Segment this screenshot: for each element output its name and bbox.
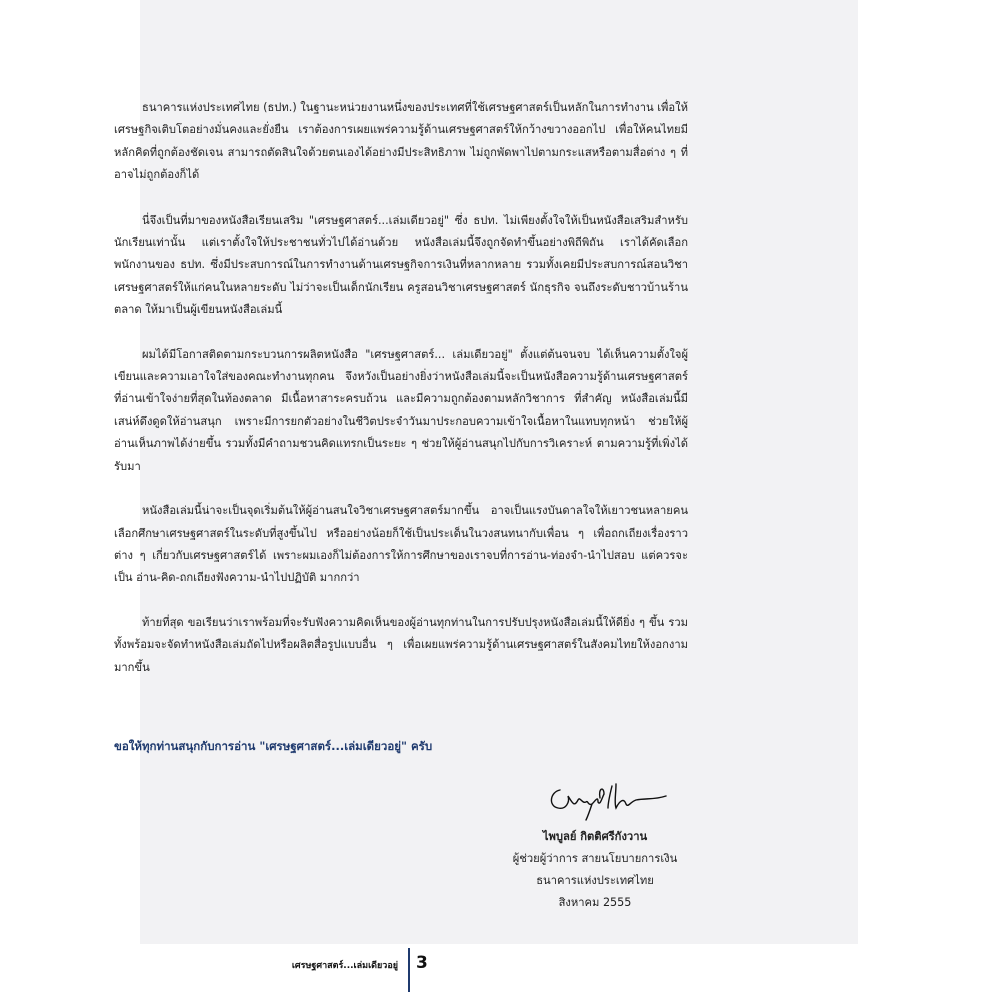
paragraph-3: ผมได้มีโอกาสติดตามกระบวนการผลิตหนังสือ "เศรษฐศาสตร์... เล่มเดียวอยู่" ตั้งแต่ต้นจนจบ ได้เห็นความตั้งใจผู้เขียนและความเอาใจใส่ของคณะทำงานทุกคน จึงหวังเป็นอย่างยิ่งว่าหนังสือเล่มนี้จะเป็นหนังสือความรู้ด้านเศรษฐศาสตร์ที่อ่านเข้าใจง่ายที่สุดในท้องตลาด มีเนื้อหาสาระครบถ้วน และมีความถูกต้องตามหลักวิชาการ ที่สำคัญ หนังสือเล่มนี้มีเสน่ห์ดึงดูดให้อ่านสนุก เพราะมีการยกตัวอย่างในชีวิตประจำวันมาประกอบความเข้าใจเนื้อหาในแทบทุกหน้า ช่วยให้ผู้อ่านเห็นภาพได้ง่ายขึ้น รวมทั้งมีคำถามชวนคิดแทรกเป็นระยะ ๆ ช่วยให้ผู้อ่านสนุกไปกับการวิเคราะห์ ตามความรู้ที่เพิ่งได้รับมา: [114, 347, 688, 473]
signature-block: [440, 826, 750, 914]
page-number: 3: [416, 953, 428, 973]
signatory-position: ผู้ช่วยผู้ว่าการ สายนโยบายการเงิน: [512, 852, 678, 865]
foreword-body: [114, 97, 688, 701]
closing-line: ขอให้ทุกท่านสนุกกับการอ่าน "เศรษฐศาสตร์...เล่มเดียวอยู่" ครับ: [114, 739, 433, 753]
paragraph-4: หนังสือเล่มนี้น่าจะเป็นจุดเริ่มต้นให้ผู้อ่านสนใจวิชาเศรษฐศาสตร์มากขึ้น อาจเป็นแรงบันดาลใจให้เยาวชนหลายคนเลือกศึกษาเศรษฐศาสตร์ในระดับที่สูงขึ้นไป หรืออย่างน้อยก็ใช้เป็นประเด็นในวงสนทนากับเพื่อน ๆ เพื่อถกเถียงเรื่องราวต่าง ๆ เกี่ยวกับเศรษฐศาสตร์ได้ เพราะผมเองก็ไม่ต้องการให้การศึกษาของเราจบที่การอ่าน-ท่องจำ-นำไปสอบ แต่ควรจะเป็น อ่าน-คิด-ถกเถียงฟังความ-นำไปปฏิบัติ มากกว่า: [114, 504, 688, 585]
paragraph-5: ท้ายที่สุด ขอเรียนว่าเราพร้อมที่จะรับฟังความคิดเห็นของผู้อ่านทุกท่านในการปรับปรุงหนังสือเล่มนี้ให้ดียิ่ง ๆ ขึ้น รวมทั้งพร้อมจะจัดทำหนังสือเล่มถัดไปหรือผลิตสื่อรูปแบบอื่น ๆ เพื่อเผยแพร่ความรู้ด้านเศรษฐศาสตร์ในสังคมไทยให้งอกงามมากขึ้น: [114, 615, 688, 674]
signatory-name: ไพบูลย์ กิตติศรีกังวาน: [542, 830, 648, 843]
footer-divider: [408, 948, 410, 992]
handwritten-signature: [546, 776, 676, 822]
paragraph-2: นี่จึงเป็นที่มาของหนังสือเรียนเสริม "เศรษฐศาสตร์...เล่มเดียวอยู่" ซึ่ง ธปท. ไม่เพียงตั้งใจให้เป็นหนังสือเสริมสำหรับนักเรียนเท่านั้น แต่เราตั้งใจให้ประชาชนทั่วไปได้อ่านด้วย หนังสือเล่มนี้จึงถูกจัดทำขึ้นอย่างพิถีพิถัน เราได้คัดเลือกพนักงานของ ธปท. ซึ่งมีประสบการณ์ในการทำงานด้านเศรษฐกิจการเงินที่หลากหลาย รวมทั้งเคยมีประสบการณ์สอนวิชาเศรษฐศาสตร์ให้แก่คนในหลายระดับ ไม่ว่าจะเป็นเด็กนักเรียน ครูสอนวิชาเศรษฐศาสตร์ นักธุรกิจ จนถึงระดับชาวบ้านร้านตลาด ให้มาเป็นผู้เขียนหนังสือเล่มนี้: [114, 213, 688, 317]
signatory-organization: ธนาคารแห่งประเทศไทย: [536, 874, 654, 887]
footer-book-title: เศรษฐศาสตร์...เล่มเดียวอยู่: [291, 961, 398, 971]
paragraph-1: ธนาคารแห่งประเทศไทย (ธปท.) ในฐานะหน่วยงานหนึ่งของประเทศที่ใช้เศรษฐศาสตร์เป็นหลักในการทำงาน เพื่อให้เศรษฐกิจเติบโตอย่างมั่นคงและยั่งยืน เราต้องการเผยแพร่ความรู้ด้านเศรษฐศาสตร์ให้กว้างขวางออกไป เพื่อให้คนไทยมีหลักคิดที่ถูกต้องชัดเจน สามารถตัดสินใจด้วยตนเองได้อย่างมีประสิทธิภาพ ไม่ถูกพัดพาไปตามกระแสหรือตามสื่อต่าง ๆ ที่อาจไม่ถูกต้องก็ได้: [114, 101, 688, 182]
signature-date: สิงหาคม 2555: [558, 896, 632, 909]
